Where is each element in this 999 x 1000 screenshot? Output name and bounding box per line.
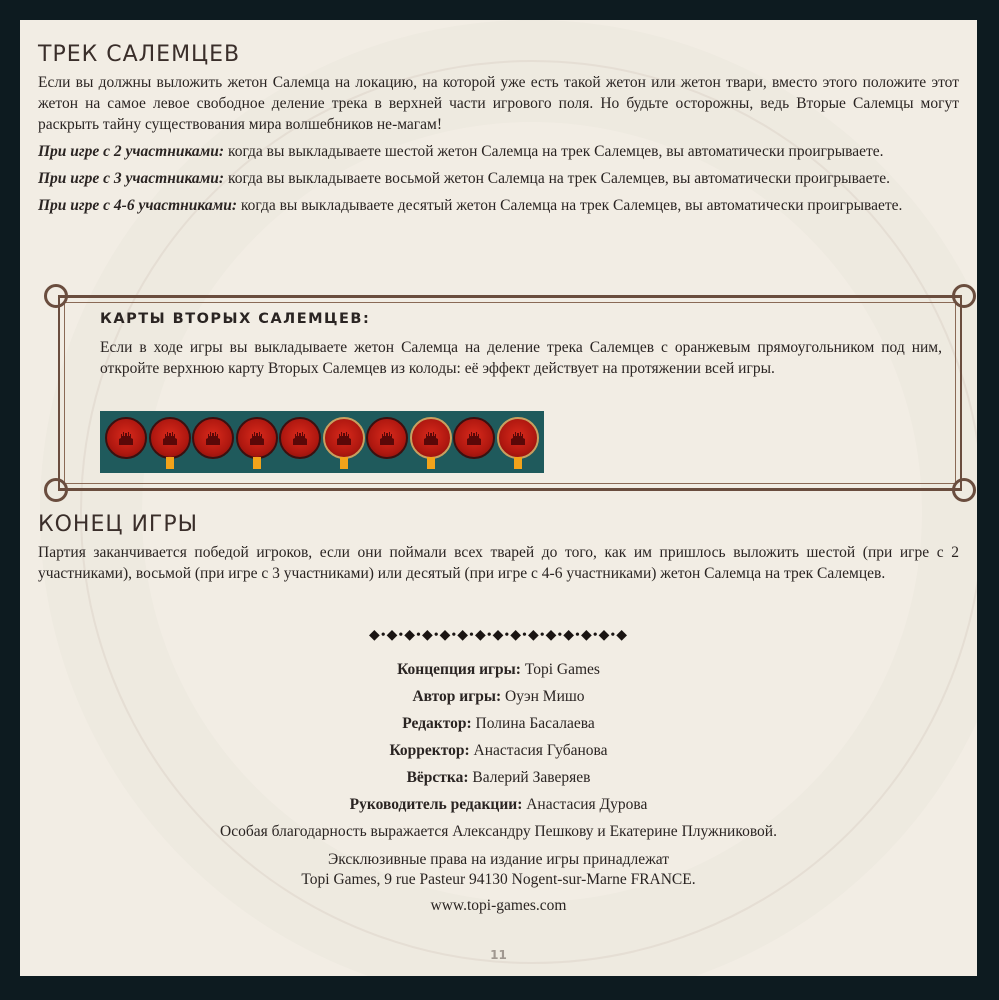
credit-line: Редактор: Полина Басалаева	[402, 715, 595, 732]
orange-marker	[340, 457, 348, 469]
salemer-token	[105, 417, 147, 459]
box-title: КАРТЫ ВТОРЫХ САЛЕМЦЕВ:	[100, 311, 371, 327]
salemer-token	[236, 417, 278, 459]
orange-marker	[253, 457, 261, 469]
credit-line: Автор игры: Оуэн Мишо	[412, 688, 585, 705]
rights-address: Topi Games, 9 rue Pasteur 94130 Nogent-sur-Marne FRANCE.	[301, 871, 696, 888]
page-number: 11	[490, 948, 507, 962]
end-section	[38, 512, 959, 584]
box-text: Если в ходе игры вы выкладываете жетон Салемца на деление трека Салемцев с оранжевым прямоугольником под ним, откройте верхнюю карту Вторых Салемцев из колоды: её эффект действует на протяжении всей игры.	[100, 339, 942, 377]
credit-line: Корректор: Анастасия Губанова	[389, 742, 608, 759]
rulebook-page	[20, 20, 977, 976]
second-salemers-box	[58, 295, 962, 491]
salemer-token	[366, 417, 408, 459]
end-heading: КОНЕЦ ИГРЫ	[38, 512, 199, 537]
salemer-token	[192, 417, 234, 459]
orange-marker	[514, 457, 522, 469]
salemer-token	[453, 417, 495, 459]
track-heading: ТРЕК САЛЕМЦЕВ	[38, 42, 241, 67]
credits	[20, 656, 977, 919]
salemer-token	[410, 417, 452, 459]
salemer-token	[497, 417, 539, 459]
orange-marker	[166, 457, 174, 469]
rights-line: Эксклюзивные права на издание игры принадлежат	[327, 851, 670, 868]
orange-marker	[427, 457, 435, 469]
rule-3-players: При игре с 3 участниками: когда вы выкладываете восьмой жетон Салемца на трек Салемцев, вы автоматически проигрываете.	[38, 170, 891, 187]
corner-ornament	[952, 478, 976, 502]
thanks-line: Особая благодарность выражается Александру Пешкову и Екатерине Плужниковой.	[220, 823, 777, 840]
credit-line: Концепция игры: Topi Games	[397, 661, 600, 678]
salemer-token	[323, 417, 365, 459]
salemer-token	[279, 417, 321, 459]
rule-4-6-players: При игре с 4-6 участниками: когда вы выкладываете десятый жетон Салемца на трек Салемцев, вы автоматически проигрываете.	[38, 197, 903, 214]
corner-ornament	[44, 284, 68, 308]
track-section	[38, 42, 959, 216]
credit-line: Руководитель редакции: Анастасия Дурова	[349, 796, 648, 813]
rule-2-players: При игре с 2 участниками: когда вы выкладываете шестой жетон Салемца на трек Салемцев, вы автоматически проигрываете.	[38, 143, 884, 160]
corner-ornament	[44, 478, 68, 502]
end-text: Партия заканчивается победой игроков, если они поймали всех тварей до того, как им пришлось выложить шестой (при игре с 2 участниками), восьмой (при игре с 3 участниками) или десятый (при игре с 4-6 участниками) жетон Салемца на трек Салемцев.	[38, 544, 959, 582]
corner-ornament	[952, 284, 976, 308]
credit-line: Вёрстка: Валерий Заверяев	[406, 769, 591, 786]
track-intro: Если вы должны выложить жетон Салемца на локацию, на которой уже есть такой жетон или жетон твари, вместо этого положите этот жетон на самое левое свободное деление трека в верхней части игрового поля. Но будьте осторожны, ведь Вторые Салемцы могут раскрыть тайну существования мира волшебников не-магам!	[38, 74, 959, 133]
salemer-token	[149, 417, 191, 459]
salemers-track-image	[100, 411, 544, 473]
ornament-divider: ◆•◆•◆•◆•◆•◆•◆•◆•◆•◆•◆•◆•◆•◆•◆	[368, 628, 629, 643]
website-link[interactable]: www.topi-games.com	[430, 897, 567, 914]
